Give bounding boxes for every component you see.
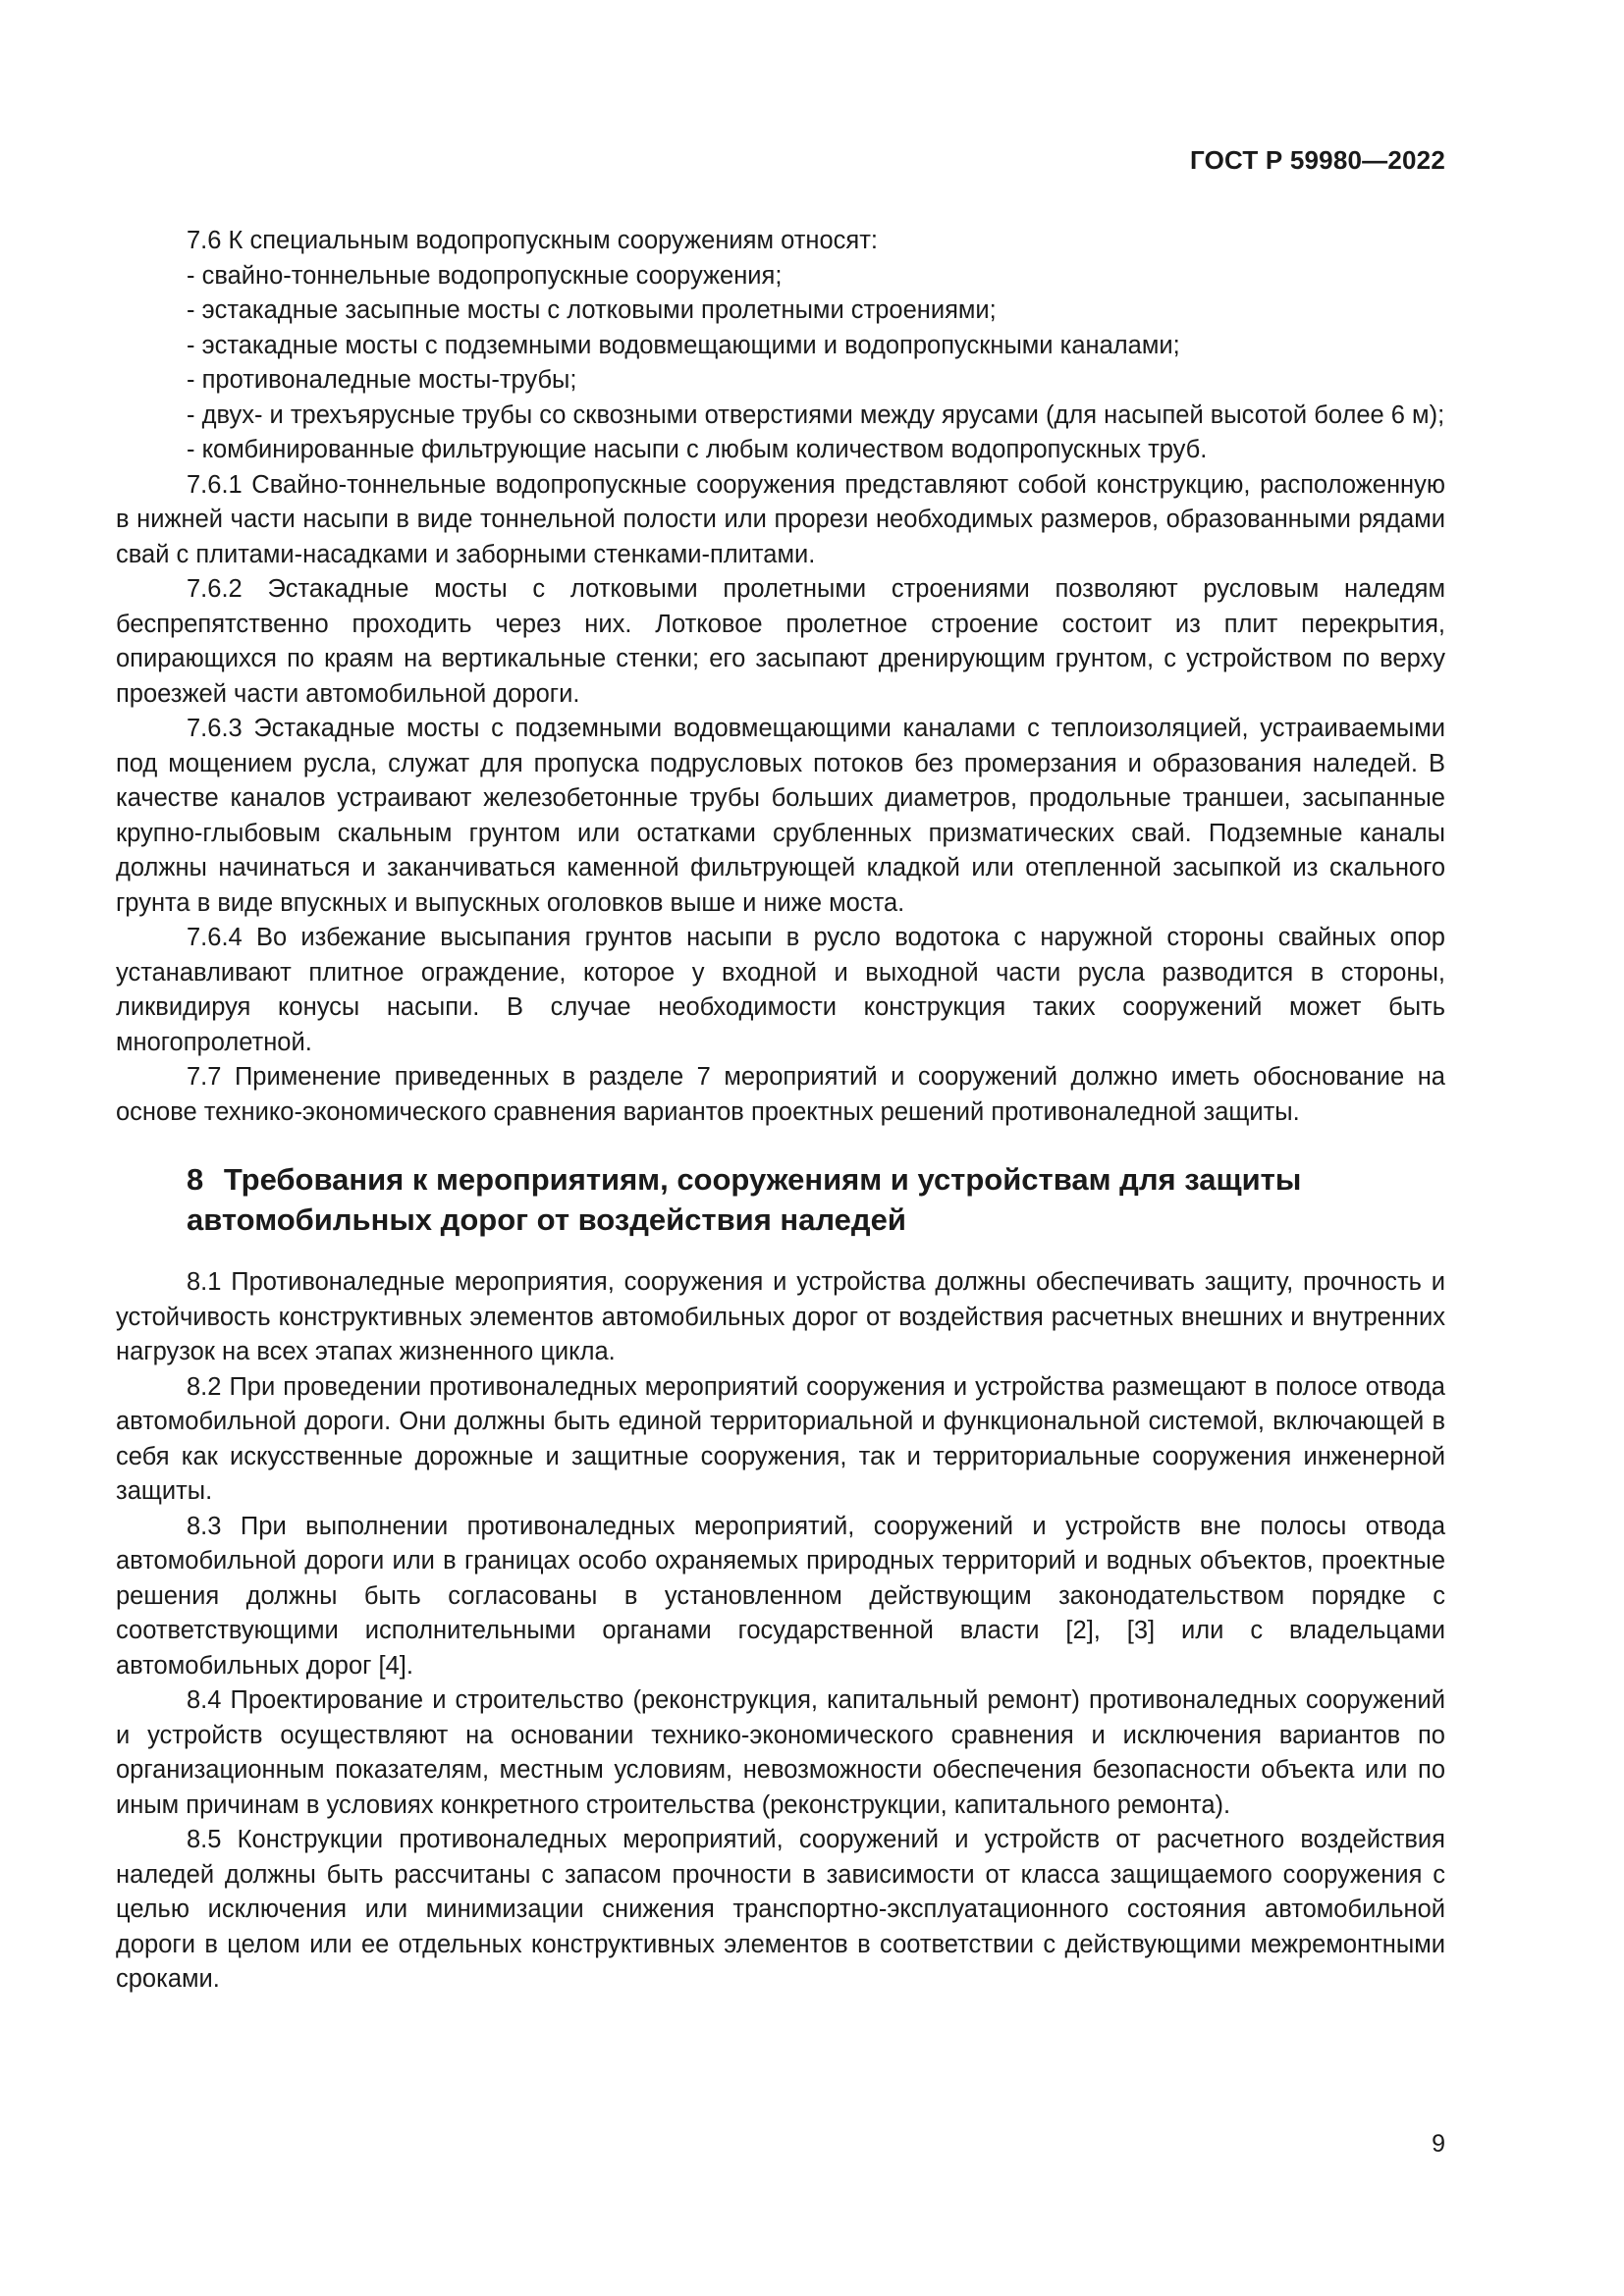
paragraph-7-7: 7.7 Применение приведенных в разделе 7 мероприятий и сооружений должно иметь обоснование на основе технико-экономического сравнения вариантов проектных решений противоналедной защиты. (116, 1063, 1445, 1126)
paragraph-7-6-4: 7.6.4 Во избежание высыпания грунтов насыпи в русло водотока с наружной стороны свайных опор устанавливают плитное ограждение, которое у входной и выходной части русла разводится в стороны, ликвидируя конусы насыпи. В случае необходимости конструкция таких сооружений может быть многопролетной. (116, 924, 1445, 1056)
paragraph-8-4: 8.4 Проектирование и строительство (реконструкция, капитальный ремонт) противоналедных сооружений и устройств осуществляют на основании технико-экономического сравнения и исключения вариантов по организационным показателям, местным условиям, невозможности обеспечения безопасности объекта или по иным причинам в условиях конкретного строительства (реконструкции, капитального ремонта). (116, 1686, 1445, 1819)
paragraph-7-6-1: 7.6.1 Свайно-тоннельные водопропускные сооружения представляют собой конструкцию, расположенную в нижней части насыпи в виде тоннельной полости или прорези необходимых размеров, образованными рядами свай с плитами-насадками и заборными стенками-плитами. (116, 470, 1445, 568)
paragraph-8-2: 8.2 При проведении противоналедных мероприятий сооружения и устройства размещают в полосе отвода автомобильной дороги. Они должны быть единой территориальной и функциональной системой, включающей в себя как искусственные дорожные и защитные сооружения, так и территориальные сооружения инженерной защиты. (116, 1372, 1445, 1505)
list-item: - двух- и трехъярусные трубы со сквозными отверстиями между ярусами (для насыпей высотой более 6 м); (187, 400, 1445, 429)
section-8-heading (116, 1159, 1445, 1240)
section-title: Требования к мероприятиям, сооружениям и устройствам для защиты автомобильных дорог от воздействия наледей (187, 1162, 1302, 1237)
document-code: ГОСТ Р 59980—2022 (1190, 145, 1445, 175)
paragraph-8-5: 8.5 Конструкции противоналедных мероприятий, сооружений и устройств от расчетного воздействия наледей должны быть рассчитаны с запасом прочности в зависимости от класса защищаемого сооружения с целью исключения или минимизации снижения транспортно-эксплуатационного состояния автомобильной дороги в целом или ее отдельных конструктивных элементов в соответствии с действующими межремонтными сроками. (116, 1826, 1445, 1993)
list-item: - эстакадные мосты с подземными водовмещающими и водопропускными каналами; (187, 331, 1180, 359)
section-number: 8 (187, 1162, 204, 1197)
paragraph-7-6-2: 7.6.2 Эстакадные мосты с лотковыми пролетными строениями позволяют русловым наледям беспрепятственно проходить через них. Лотковое пролетное строение состоит из плит перекрытия, опирающихся по краям на вертикальные стенки; его засыпают дренирующим грунтом, с устройством по верху проезжей части автомобильной дороги. (116, 575, 1445, 708)
paragraph-8-3: 8.3 При выполнении противоналедных мероприятий, сооружений и устройств вне полосы отвода автомобильной дороги или в границах особо охраняемых природных территорий и водных объектов, проектные решения должны быть согласованы в установленном действующим законодательством порядке с соответствующими исполнительными органами государственной власти [2], [3] или с владельцами автомобильных дорог [4]. (116, 1512, 1445, 1680)
document-body (116, 224, 1445, 1998)
page-number: 9 (1432, 2130, 1445, 2158)
paragraph-7-6: 7.6 К специальным водопропускным сооружениям относят: (187, 227, 878, 254)
list-item: - комбинированные фильтрующие насыпи с любым количеством водопропускных труб. (187, 436, 1208, 463)
list-item: - эстакадные засыпные мосты с лотковыми пролетными строениями; (187, 296, 997, 324)
paragraph-8-1: 8.1 Противоналедные мероприятия, сооружения и устройства должны обеспечивать защиту, прочность и устойчивость конструктивных элементов автомобильных дорог от воздействия расчетных внешних и внутренних нагрузок на всех этапах жизненного цикла. (116, 1268, 1445, 1365)
list-item: - противоналедные мосты-трубы; (187, 366, 577, 394)
list-item: - свайно-тоннельные водопропускные сооружения; (187, 261, 783, 290)
paragraph-7-6-3: 7.6.3 Эстакадные мосты с подземными водовмещающими каналами с теплоизоляцией, устраиваемыми под мощением русла, служат для пропуска подрусловых потоков без промерзания и образования наледей. В качестве каналов устраивают железобетонные трубы больших диаметров, продольные траншеи, засыпанные крупно-глыбовым скальным грунтом или остатками срубленных призматических свай. Подземные каналы должны начинаться и заканчиваться каменной фильтрующей кладкой или отепленной засыпкой из скального грунта в виде впускных и выпускных оголовков выше и ниже моста. (116, 715, 1445, 917)
